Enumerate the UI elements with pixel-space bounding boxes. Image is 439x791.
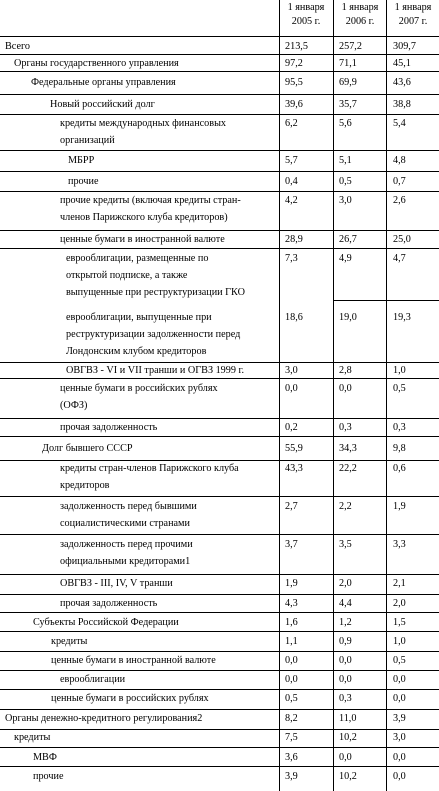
value-2007: 25,0 — [393, 234, 411, 245]
row-label: задолженность перед бывшими — [60, 501, 197, 512]
value-2006: 10,2 — [339, 771, 357, 782]
value-2005: 0,0 — [285, 674, 298, 685]
value-2006: 0,0 — [339, 674, 352, 685]
row-divider — [333, 300, 439, 301]
row-divider — [0, 534, 439, 535]
value-2007: 0,3 — [393, 422, 406, 433]
row-label: Новый российский долг — [50, 99, 155, 110]
value-2005: 0,2 — [285, 422, 298, 433]
value-2006: 0,9 — [339, 636, 352, 647]
row-label-line2: кредиторов — [60, 480, 110, 491]
value-2007: 5,4 — [393, 118, 406, 129]
column-divider — [279, 0, 280, 791]
value-2007: 2,6 — [393, 195, 406, 206]
value-2006: 69,9 — [339, 77, 357, 88]
value-2005: 4,2 — [285, 195, 298, 206]
column-header-bottom: 2007 г. — [398, 16, 428, 27]
value-2006: 71,1 — [339, 58, 357, 69]
row-label: ценные бумаги в иностранной валюте — [60, 234, 225, 245]
value-2006: 257,2 — [339, 41, 362, 52]
row-label: прочая задолженность — [60, 422, 158, 433]
row-label: прочие — [68, 176, 99, 187]
value-2007: 1,5 — [393, 617, 406, 628]
row-label: кредиты международных финансовых — [60, 118, 227, 129]
value-2006: 0,3 — [339, 422, 352, 433]
value-2007: 0,5 — [393, 383, 406, 394]
value-2007: 0,0 — [393, 752, 406, 763]
row-divider — [0, 171, 439, 172]
row-label: ценные бумаги в российских рублях — [51, 693, 209, 704]
value-2007: 4,8 — [393, 155, 406, 166]
value-2006: 3,0 — [339, 195, 352, 206]
column-header-bottom: 2006 г. — [345, 16, 375, 27]
value-2007: 0,0 — [393, 693, 406, 704]
row-label: ОВГВЗ - III, IV, V транши — [60, 578, 173, 589]
value-2005: 3,0 — [285, 365, 298, 376]
row-label: прочие — [33, 771, 64, 782]
row-label: ОВГВЗ - VI и VII транши и ОГВЗ 1999 г. — [66, 365, 245, 376]
value-2007: 1,9 — [393, 501, 406, 512]
value-2007: 0,5 — [393, 655, 406, 666]
value-2005: 7,3 — [285, 253, 298, 264]
value-2007: 2,0 — [393, 598, 406, 609]
value-2005: 1,9 — [285, 578, 298, 589]
value-2005: 43,3 — [285, 463, 303, 474]
value-2007: 0,6 — [393, 463, 406, 474]
row-label: Субъекты Российской Федерации — [33, 617, 179, 628]
column-header-2005 — [279, 0, 333, 36]
row-label: ценные бумаги в иностранной валюте — [51, 655, 216, 666]
value-2007: 1,0 — [393, 636, 406, 647]
row-divider — [0, 94, 439, 95]
value-2005: 0,0 — [285, 383, 298, 394]
value-2005: 18,6 — [285, 312, 303, 323]
row-label-line3: Лондонским клубом кредиторов — [66, 346, 207, 357]
row-divider — [0, 36, 439, 37]
row-label: еврооблигации, размещенные по — [66, 253, 209, 264]
value-2005: 5,7 — [285, 155, 298, 166]
value-2007: 2,1 — [393, 578, 406, 589]
column-header-2007 — [387, 0, 439, 36]
value-2006: 5,6 — [339, 118, 352, 129]
value-2006: 2,0 — [339, 578, 352, 589]
column-header-top: 1 января — [341, 2, 379, 13]
value-2007: 45,1 — [393, 58, 411, 69]
row-label: прочие кредиты (включая кредиты стран- — [60, 195, 241, 206]
row-divider — [0, 766, 439, 767]
value-2005: 7,5 — [285, 732, 298, 743]
column-header-2006 — [334, 0, 386, 36]
value-2007: 9,8 — [393, 443, 406, 454]
column-header-bottom: 2005 г. — [291, 16, 321, 27]
value-2005: 6,2 — [285, 118, 298, 129]
value-2006: 11,0 — [339, 713, 357, 724]
value-2005: 3,7 — [285, 539, 298, 550]
value-2007: 3,9 — [393, 713, 406, 724]
row-divider — [0, 496, 439, 497]
value-2006: 0,5 — [339, 176, 352, 187]
value-2006: 4,9 — [339, 253, 352, 264]
value-2007: 309,7 — [393, 41, 416, 52]
value-2006: 0,0 — [339, 752, 352, 763]
value-2006: 5,1 — [339, 155, 352, 166]
value-2005: 55,9 — [285, 443, 303, 454]
value-2005: 8,2 — [285, 713, 298, 724]
row-label: Федеральные органы управления — [31, 77, 176, 88]
value-2006: 0,3 — [339, 693, 352, 704]
row-label-line2: реструктуризации задолженности перед — [66, 329, 241, 340]
value-2005: 28,9 — [285, 234, 303, 245]
value-2005: 4,3 — [285, 598, 298, 609]
row-label: Органы денежно-кредитного регулирования2 — [5, 713, 203, 724]
row-label-line2: организаций — [60, 135, 115, 146]
value-2006: 1,2 — [339, 617, 352, 628]
column-header-top: 1 января — [287, 2, 325, 13]
value-2005: 2,7 — [285, 501, 298, 512]
value-2005: 3,6 — [285, 752, 298, 763]
row-label: Всего — [5, 41, 30, 52]
row-label-line2: социалистическими странами — [60, 518, 190, 529]
row-label: прочая задолженность — [60, 598, 158, 609]
value-2007: 3,0 — [393, 732, 406, 743]
row-label: ценные бумаги в российских рублях — [60, 383, 218, 394]
value-2006: 34,3 — [339, 443, 357, 454]
column-divider — [333, 0, 334, 791]
row-label: МВФ — [33, 752, 57, 763]
row-label: Долг бывшего СССР — [42, 443, 133, 454]
value-2006: 26,7 — [339, 234, 357, 245]
value-2005: 1,6 — [285, 617, 298, 628]
value-2005: 0,4 — [285, 176, 298, 187]
value-2007: 4,7 — [393, 253, 406, 264]
value-2005: 3,9 — [285, 771, 298, 782]
value-2007: 1,0 — [393, 365, 406, 376]
value-2006: 2,8 — [339, 365, 352, 376]
row-label-line2: официальными кредиторами1 — [60, 556, 191, 567]
row-label: задолженность перед прочими — [60, 539, 193, 550]
row-label: МБРР — [68, 155, 95, 166]
value-2007: 0,0 — [393, 674, 406, 685]
value-2005: 0,5 — [285, 693, 298, 704]
value-2006: 3,5 — [339, 539, 352, 550]
value-2006: 4,4 — [339, 598, 352, 609]
value-2005: 0,0 — [285, 655, 298, 666]
row-divider — [0, 150, 439, 151]
row-label: кредиты стран-членов Парижского клуба — [60, 463, 239, 474]
value-2006: 0,0 — [339, 655, 352, 666]
value-2007: 19,3 — [393, 312, 411, 323]
value-2007: 38,8 — [393, 99, 411, 110]
value-2005: 39,6 — [285, 99, 303, 110]
value-2006: 0,0 — [339, 383, 352, 394]
value-2006: 35,7 — [339, 99, 357, 110]
value-2007: 43,6 — [393, 77, 411, 88]
row-label-line2: открытой подписке, а также — [66, 270, 188, 281]
value-2005: 95,5 — [285, 77, 303, 88]
value-2006: 10,2 — [339, 732, 357, 743]
row-label: еврооблигации, выпущенные при — [66, 312, 212, 323]
row-label: кредиты — [14, 732, 51, 743]
value-2007: 0,7 — [393, 176, 406, 187]
value-2006: 2,2 — [339, 501, 352, 512]
row-label: еврооблигации — [60, 674, 126, 685]
row-label-line3: выпущенные при реструктуризации ГКО — [66, 287, 245, 298]
column-divider — [386, 0, 387, 791]
value-2007: 0,0 — [393, 771, 406, 782]
value-2006: 22,2 — [339, 463, 357, 474]
row-divider — [0, 747, 439, 748]
value-2007: 3,3 — [393, 539, 406, 550]
row-label-line2: (ОФЗ) — [60, 400, 88, 411]
value-2005: 1,1 — [285, 636, 298, 647]
value-2005: 97,2 — [285, 58, 303, 69]
value-2005: 213,5 — [285, 41, 308, 52]
row-divider — [0, 729, 439, 730]
row-label: кредиты — [51, 636, 88, 647]
column-header-top: 1 января — [394, 2, 432, 13]
value-2006: 19,0 — [339, 312, 357, 323]
row-label: Органы государственного управления — [14, 58, 179, 69]
row-label-line2: членов Парижского клуба кредиторов) — [60, 212, 228, 223]
